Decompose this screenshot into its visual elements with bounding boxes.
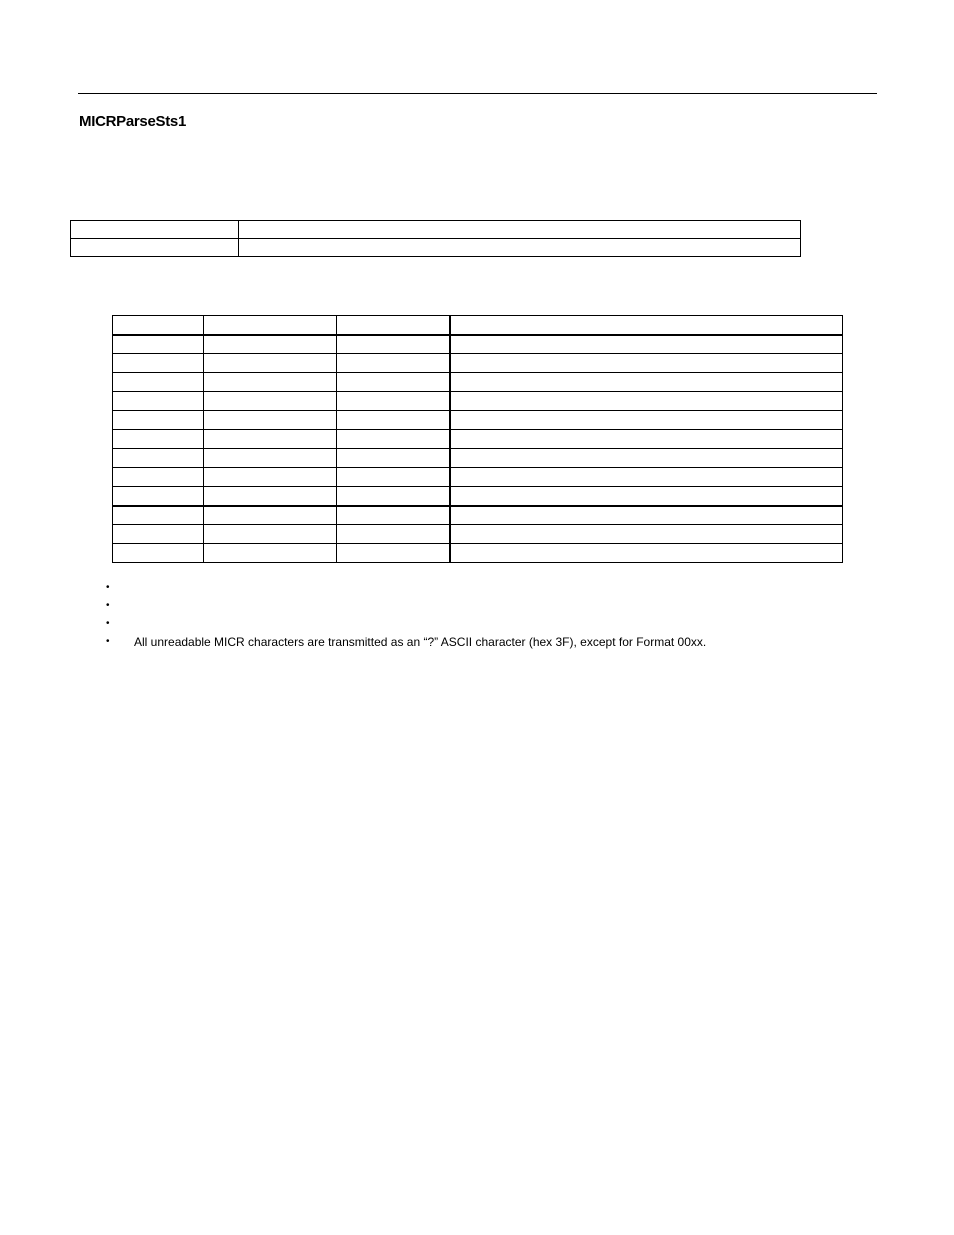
table-cell — [113, 411, 204, 430]
table-cell — [113, 525, 204, 544]
table-row — [71, 239, 801, 257]
table-cell — [113, 449, 204, 468]
table-row — [113, 544, 843, 563]
table-cell — [337, 430, 450, 449]
table-cell — [113, 373, 204, 392]
table-cell — [337, 449, 450, 468]
table-cell — [450, 544, 843, 563]
table-row — [113, 430, 843, 449]
bullet-icon: • — [106, 600, 110, 611]
table-cell — [113, 392, 204, 411]
table-cell — [450, 392, 843, 411]
table-cell — [113, 335, 204, 354]
table-cell — [113, 544, 204, 563]
table-row — [113, 525, 843, 544]
table-row — [113, 373, 843, 392]
table-cell — [71, 221, 239, 239]
note-text: All unreadable MICR characters are transmitted as an “?” ASCII character (hex 3F), except for Format 00xx. — [134, 635, 707, 649]
table-cell — [450, 449, 843, 468]
list-item — [104, 597, 874, 615]
table-row — [113, 411, 843, 430]
table-cell — [204, 487, 337, 506]
table-cell — [239, 239, 801, 257]
table-cell — [450, 411, 843, 430]
table-cell — [239, 221, 801, 239]
table-row — [113, 506, 843, 525]
table-row — [71, 221, 801, 239]
table-cell — [204, 392, 337, 411]
table-cell — [450, 487, 843, 506]
table-cell — [204, 468, 337, 487]
table-cell — [113, 468, 204, 487]
table-header-cell — [204, 316, 337, 335]
table-cell — [450, 335, 843, 354]
table-cell — [204, 449, 337, 468]
table-cell — [337, 487, 450, 506]
list-item — [104, 579, 874, 597]
table-cell — [71, 239, 239, 257]
table-cell — [204, 354, 337, 373]
fields-table — [112, 315, 843, 563]
table-cell — [450, 373, 843, 392]
table-cell — [337, 411, 450, 430]
table-cell — [337, 468, 450, 487]
table-header-cell — [113, 316, 204, 335]
table-cell — [450, 468, 843, 487]
table-header-cell — [337, 316, 450, 335]
list-item — [104, 633, 874, 651]
table-cell — [113, 354, 204, 373]
table-row — [113, 449, 843, 468]
table-cell — [337, 335, 450, 354]
bullet-icon: • — [106, 618, 110, 629]
bullet-icon: • — [106, 636, 110, 647]
table-cell — [450, 506, 843, 525]
table-cell — [337, 392, 450, 411]
table-cell — [204, 335, 337, 354]
table-cell — [204, 525, 337, 544]
table-cell — [337, 373, 450, 392]
top-rule — [78, 93, 877, 94]
table-cell — [204, 506, 337, 525]
table-row — [113, 468, 843, 487]
notes-list — [104, 579, 874, 651]
table-cell — [204, 430, 337, 449]
table-header-cell — [450, 316, 843, 335]
table-cell — [450, 354, 843, 373]
table-cell — [450, 525, 843, 544]
table-cell — [337, 544, 450, 563]
table-row — [113, 335, 843, 354]
table-cell — [113, 487, 204, 506]
table-cell — [204, 544, 337, 563]
list-item — [104, 615, 874, 633]
table-header-row — [113, 316, 843, 335]
table-cell — [204, 373, 337, 392]
section-title: MICRParseSts1 — [79, 113, 186, 130]
syntax-table — [70, 220, 801, 257]
table-cell — [113, 430, 204, 449]
table-cell — [450, 430, 843, 449]
table-cell — [337, 525, 450, 544]
table-row — [113, 354, 843, 373]
bullet-icon: • — [106, 582, 110, 593]
table-cell — [337, 354, 450, 373]
table-cell — [337, 506, 450, 525]
table-cell — [204, 411, 337, 430]
table-cell — [113, 506, 204, 525]
table-row — [113, 392, 843, 411]
table-row — [113, 487, 843, 506]
